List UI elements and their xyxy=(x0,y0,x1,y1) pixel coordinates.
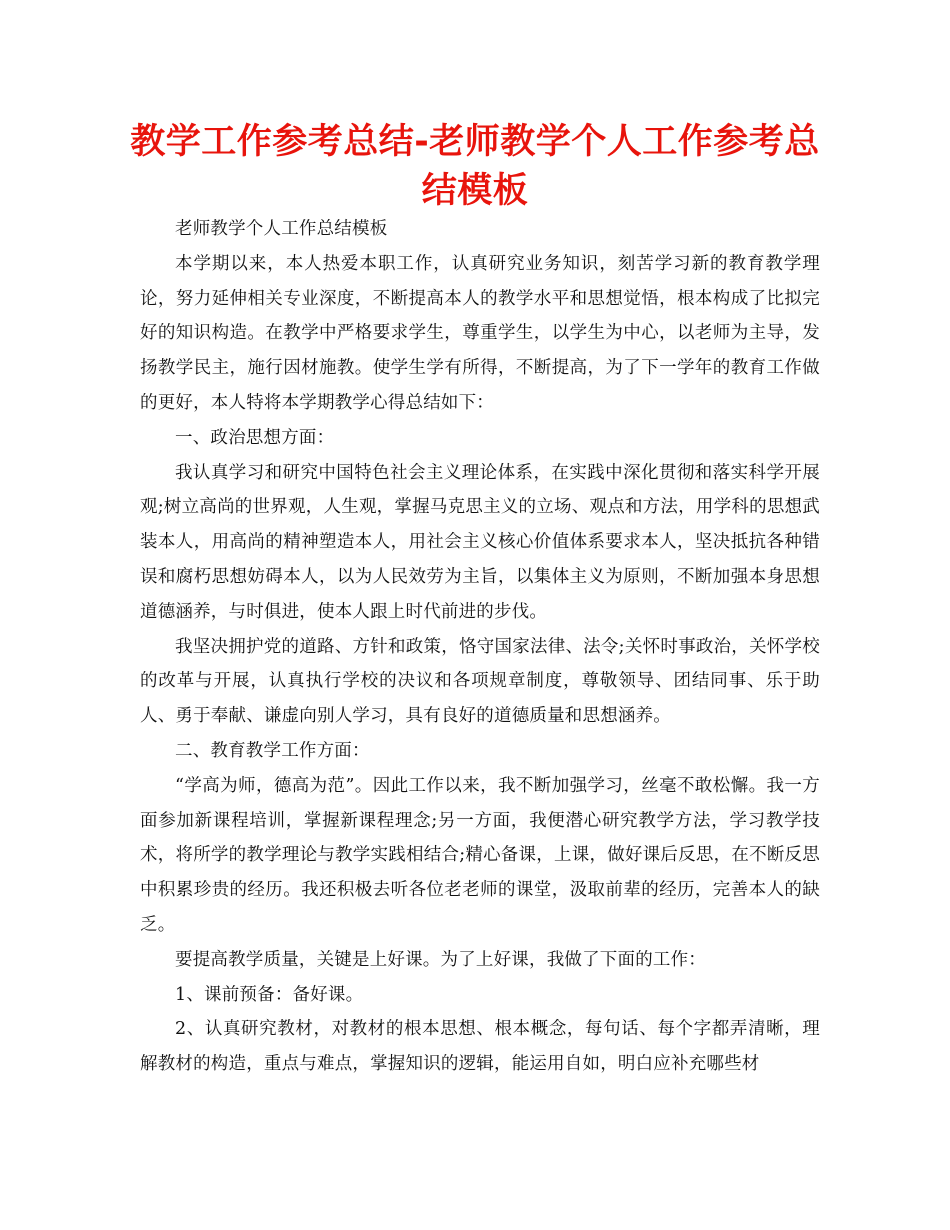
teaching-paragraph-2: 要提高教学质量，关键是上好课。为了上好课，我做了下面的工作： xyxy=(175,949,706,970)
section-heading-teaching: 二、教育教学工作方面： xyxy=(175,740,370,761)
intro-paragraph: 本学期以来，本人热爱本职工作，认真研究业务知识，刻苦学习新的教育教学理论，努力延伸相关专业深度，不断提高本人的教学水平和思想觉悟，根本构成了比拟完好的知识构造。在教学中严格要求学生，尊重学生，以学生为中心，以老师为主导，发扬教学民主，施行因材施教。使学生学有所得，不断提高，为了下一学年的教育工作做的更好，本人特将本学期教学心得总结如下： xyxy=(140,253,820,413)
list-item-2: 2、认真研究教材，对教材的根本思想、根本概念，每句话、每个字都弄清晰，理解教材的构造，重点与难点，掌握知识的逻辑，能运用自如，明白应补充哪些材 xyxy=(140,1019,820,1075)
document-body xyxy=(140,212,820,1082)
political-paragraph-2: 我坚决拥护党的道路、方针和政策，恪守国家法律、法令;关怀时事政治，关怀学校的改革与开展，认真执行学校的决议和各项规章制度，尊敬领导、团结同事、乐于助人、勇于奉献、谦虚向别人学习，具有良好的道德质量和思想涵养。 xyxy=(140,636,820,727)
section-heading-political: 一、政治思想方面： xyxy=(175,427,335,448)
list-item-1: 1、课前预备：备好课。 xyxy=(175,984,364,1005)
political-paragraph-1: 我认真学习和研究中国特色社会主义理论体系，在实践中深化贯彻和落实科学开展观;树立高尚的世界观，人生观，掌握马克思主义的立场、观点和方法，用学科的思想武装本人，用高尚的精神塑造本人，用社会主义核心价值体系要求本人，坚决抵抗各种错误和腐朽思想妨碍本人，以为人民效劳为主旨，以集体主义为原则，不断加强本身思想道德涵养，与时俱进，使本人跟上时代前进的步伐。 xyxy=(140,462,820,622)
subtitle-paragraph: 老师教学个人工作总结模板 xyxy=(175,219,388,239)
document-title: 教学工作参考总结-老师教学个人工作参考总结模板 xyxy=(130,122,820,211)
teaching-paragraph-1: “学高为师，德高为范”。因此工作以来，我不断加强学习，丝毫不敢松懈。我一方面参加新课程培训，掌握新课程理念;另一方面，我便潜心研究教学方法，学习教学技术，将所学的教学理论与教学实践相结合;精心备课，上课，做好课后反思，在不断反思中积累珍贵的经历。我还积极去听各位老老师的课堂，汲取前辈的经历，完善本人的缺乏。 xyxy=(140,775,820,935)
